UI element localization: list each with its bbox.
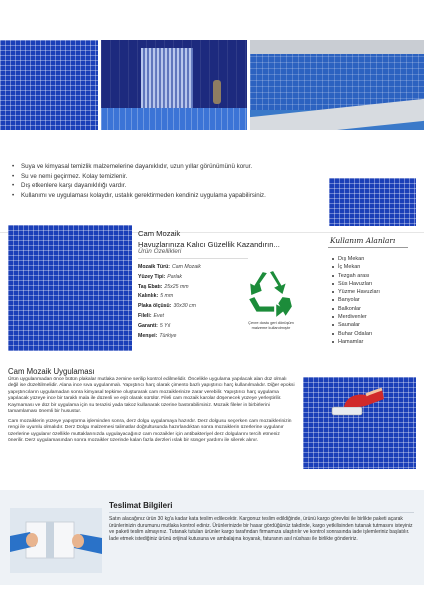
- hero-photo-strip: [0, 40, 424, 130]
- list-item: Saunalar: [332, 321, 380, 329]
- stone-lamp: [213, 80, 221, 104]
- mosaic-sample-photo: [329, 178, 416, 226]
- spec-row: [138, 283, 248, 293]
- grout-float-hand-icon: [330, 385, 386, 425]
- list-item: Yüzme Havuzları: [332, 288, 380, 296]
- list-item: Dış Mekan: [332, 255, 380, 263]
- shipping-title: Teslimat Bilgileri: [109, 501, 173, 510]
- application-text: [8, 377, 296, 448]
- spec-key: Mozaik Türü:: [138, 264, 170, 270]
- section-divider: [138, 258, 248, 259]
- recycle-caption-line: malzeme kullanılmıştır: [251, 325, 291, 330]
- product-title-line: Havuzlarınıza Kalıcı Güzellik Kazandırın...: [138, 239, 280, 249]
- list-item: Merdivenler: [332, 313, 380, 321]
- delivery-box-photo: [10, 508, 102, 573]
- recycle-caption-line: Çevre dostu geri dönüşüm: [248, 320, 294, 325]
- waterfall: [141, 48, 193, 112]
- spec-value: 5 mm: [160, 293, 174, 300]
- list-item: • Kullanımı ve uygulaması kolaydır, ustalık gerektirmeden kendiniz uygulama yapabilirsiniz.: [12, 191, 320, 201]
- spec-key: Fileli:: [138, 312, 152, 319]
- waterfall-pool-photo: [101, 40, 247, 130]
- spec-value: Türkiye: [159, 332, 177, 339]
- usage-areas-list: [332, 255, 380, 346]
- list-item: İç Mekan: [332, 263, 380, 271]
- pool-water: [101, 108, 247, 130]
- spec-key: Taş Ebatı:: [138, 283, 163, 290]
- spec-value: 5 Yıl: [159, 322, 171, 329]
- section-divider: [109, 512, 414, 513]
- spec-value: 30x30 cm: [173, 303, 196, 310]
- spec-row: [138, 322, 248, 332]
- application-title: Cam Mozaik Uygulaması: [8, 367, 95, 376]
- product-title-line: Cam Mozaik: [138, 229, 181, 238]
- recycle-icon: [244, 270, 296, 320]
- spec-key: Garanti:: [138, 322, 158, 329]
- mosaic-texture-photo: [0, 40, 98, 130]
- list-item: Tezgah arası: [332, 272, 380, 280]
- spec-row: [138, 332, 248, 342]
- spec-row: [138, 292, 248, 302]
- section-divider: [328, 247, 408, 248]
- list-item: Hamamlar: [332, 338, 380, 346]
- recycle-caption: [238, 320, 304, 330]
- paragraph: Ürün uygulanmadan önce bütün plakalar mutlaka zemine serilip kontrol edilmelidir. Öncelikle uygulama yapılacak alan düz olmalı değil ise düzeltilmelidir. Alana ince sıva uygulanmalı. Yapıştırıcı harç olarak çimento bazlı yapıştırıcı harç kullanılmalıdır. Diğer epoksi yapıştırıcıların uygulamadan sonra kimyasal tepkime oluşturarak cam mozaiklerinize zarar verebilir. Yapıştırıcı harç uygulama yapılacak yüzeye ince bir taraklı mala ile düzenli ve eşit olarak sürülür. Fileli cam mozaik karolar döşenecek yüzeye yerleştirilir. Kaymaması ve düz bir uygulama için su terazisi yada takoz kullanarak üzerine bastırabilirsiniz. Mozaik fileler in birbirlerini tamamlaması önemli bir husustur.: [8, 377, 295, 415]
- list-item: Banyolar: [332, 296, 380, 304]
- spec-value: Parlak: [167, 273, 183, 280]
- spec-row: [138, 263, 248, 273]
- spec-value: 25x25 mm: [164, 283, 189, 290]
- spec-key: Menşei:: [138, 332, 158, 339]
- bottom-margin: [0, 586, 424, 600]
- list-item: • Su ve nemi geçirmez. Kolay temizlenir.: [12, 172, 320, 182]
- spec-value: Cam Mozaik: [172, 264, 201, 270]
- spec-row: [138, 302, 248, 312]
- usage-areas-title: Kullanım Alanları: [330, 236, 396, 245]
- product-title: [138, 229, 338, 250]
- spec-key: Yüzey Tipi:: [138, 273, 166, 280]
- product-subtitle: Ürün Özellikleri: [138, 248, 182, 255]
- list-item: • Suya ve kimyasal temizlik malzemelerine dayanıklıdır, uzun yıllar görünümünü korur.: [12, 162, 320, 172]
- pool-deck: [250, 40, 424, 54]
- spec-row: [138, 312, 248, 322]
- spec-value: Evet: [153, 312, 164, 319]
- spec-list: [138, 263, 248, 341]
- spec-key: Plaka ölçüsü:: [138, 303, 172, 310]
- shipping-section: [0, 490, 424, 585]
- list-item: • Dış etkenlere karşı dayanıklılığı vardır.: [12, 181, 320, 191]
- paragraph: Cam mozaiklerin yüzeye yapıştırma işleminden sonra, derz dolgu uygulamaya hazırdır. Derz dolgusu seçerken cam mozaiklerinizin rengi ile uyumlu olmalıdır. Derz Dolgu malzemesi talimatlar doğrultusunda hazırlandıktan sonra mozaiklerin üzerlerine uygulanır üzerlerine uygulanır özellikle muttaklarınızda uygulayacağınız cam mozaikler için antibakteriyel derz dolgularını tercih etmeniz önerilir. Derz uygulamasından sonra mozaikler üzerinde kalan fazla derzleri ıslak bir sünger yardımı ile silerek alınır.: [8, 418, 292, 444]
- spec-row: [138, 273, 248, 283]
- list-item: Süs Havuzları: [332, 280, 380, 288]
- list-item: Balkonlar: [332, 305, 380, 313]
- outdoor-pool-photo: [250, 40, 424, 130]
- feature-bullet-list: [12, 162, 320, 200]
- mosaic-sheet-photo: [8, 225, 132, 351]
- shipping-text: Satın alacağınız ürün 30 kg'a kadar kata teslim edilecektir. Kargonuz teslim edildiğinde, ürünü kargo görevlisi ile birlikte paketi açarak ürünlerinizin durumunu mutlaka kontrol ediniz. Ürünlerinizde bir hasar gördüğünüz takdirde, kargo yetkilisinden tutanak tutmasını isteyiniz ve paketi teslim almayınız. Tutanak tutulan ürünler kargo tarafından firmamıza ulaştırılır ve kontrol sonrasında iade işlemleriniz başlatılır. İade etmek istediğiniz ürünü orijinal kutusuna ve ambalajına koyarak, faturanın asıl nüshası ile birlikte göndeririz.: [109, 516, 413, 542]
- spec-key: Kalınlık:: [138, 293, 159, 300]
- list-item: Buhar Odaları: [332, 330, 380, 338]
